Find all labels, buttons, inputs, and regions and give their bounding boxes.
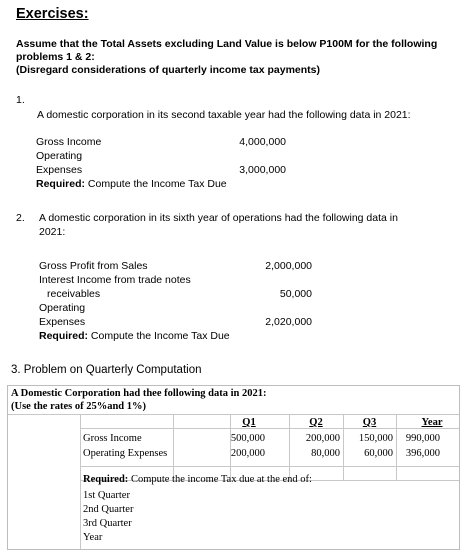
assumption-block bbox=[16, 38, 456, 77]
problem-3-heading: 3. Problem on Quarterly Computation bbox=[11, 364, 202, 376]
p1-required-label: Required: bbox=[36, 178, 86, 190]
table-cell: 80,000 bbox=[311, 448, 340, 459]
p2-row-label: Expenses bbox=[39, 316, 86, 328]
p2-row-value: 2,000,000 bbox=[265, 260, 312, 272]
p1-required-text: Compute the Income Tax Due bbox=[85, 178, 227, 190]
problem-3-table bbox=[7, 385, 460, 550]
p2-row-value: 2,020,000 bbox=[265, 316, 312, 328]
problem-1-intro: A domestic corporation in its second taxable year had the following data in 2021: bbox=[37, 109, 411, 121]
problem-2-intro-line-1: A domestic corporation in its sixth year of operations had the following data in bbox=[39, 212, 398, 224]
p3-required bbox=[83, 474, 312, 485]
table-cell: 60,000 bbox=[364, 448, 393, 459]
table-cell: 396,000 bbox=[405, 448, 440, 459]
column-header-q1: Q1 bbox=[242, 417, 256, 428]
p2-row-value: 50,000 bbox=[279, 288, 312, 300]
grid-line bbox=[396, 414, 397, 480]
p2-required-label: Required: bbox=[39, 330, 89, 342]
table-cell: 500,000 bbox=[230, 433, 265, 444]
p2-required bbox=[39, 330, 230, 342]
column-header-q2: Q2 bbox=[309, 417, 323, 428]
table-cell: 150,000 bbox=[358, 433, 393, 444]
period-item: 1st Quarter bbox=[83, 490, 130, 501]
problem-2-number: 2. bbox=[16, 212, 25, 224]
problem-3-intro-line-1: A Domestic Corporation had thee following data in 2021: bbox=[11, 388, 267, 399]
assumption-line-2: problems 1 & 2: bbox=[16, 51, 95, 63]
p2-row-label: Operating bbox=[39, 302, 86, 314]
grid-line bbox=[173, 414, 174, 480]
problem-3-intro-line-2: (Use the rates of 25%and 1%) bbox=[11, 401, 147, 412]
p1-row-label: Operating bbox=[36, 150, 83, 162]
period-item: Year bbox=[83, 532, 103, 543]
problem-1-number: 1. bbox=[16, 94, 25, 106]
period-item: 2nd Quarter bbox=[83, 504, 134, 515]
table-cell: 990,000 bbox=[405, 433, 440, 444]
problem-2-intro-line-2: 2021: bbox=[39, 226, 66, 238]
p1-row-value: 4,000,000 bbox=[239, 136, 286, 148]
p2-required-text: Compute the Income Tax Due bbox=[88, 330, 230, 342]
p1-row-label: Expenses bbox=[36, 164, 83, 176]
grid-line bbox=[80, 466, 459, 467]
p2-row-label: Gross Profit from Sales bbox=[39, 260, 148, 272]
p3-required-label: Required: bbox=[83, 474, 129, 485]
column-header-year: Year bbox=[421, 417, 443, 428]
grid-line bbox=[80, 428, 459, 429]
p1-row-label: Gross Income bbox=[36, 136, 102, 148]
grid-line bbox=[80, 414, 81, 549]
period-item: 3rd Quarter bbox=[83, 518, 132, 529]
table-cell: 200,000 bbox=[305, 433, 340, 444]
p2-row-label: receivables bbox=[47, 288, 101, 300]
assumption-line-1: Assume that the Total Assets excluding Land Value is below P100M for the following bbox=[16, 38, 438, 50]
p1-row-value: 3,000,000 bbox=[239, 164, 286, 176]
table-row-label: Operating Expenses bbox=[83, 448, 168, 459]
column-header-q3: Q3 bbox=[362, 417, 377, 428]
p1-required bbox=[36, 178, 227, 190]
grid-line bbox=[8, 414, 459, 415]
exercises-title: Exercises: bbox=[16, 6, 89, 22]
assumption-line-3: (Disregard considerations of quarterly income tax payments) bbox=[16, 64, 320, 76]
p3-required-text: Compute the income Tax due at the end of: bbox=[128, 474, 312, 485]
table-row-label: Gross Income bbox=[83, 433, 142, 444]
p2-row-label: Interest Income from trade notes bbox=[39, 274, 191, 286]
table-cell: 200,000 bbox=[230, 448, 265, 459]
